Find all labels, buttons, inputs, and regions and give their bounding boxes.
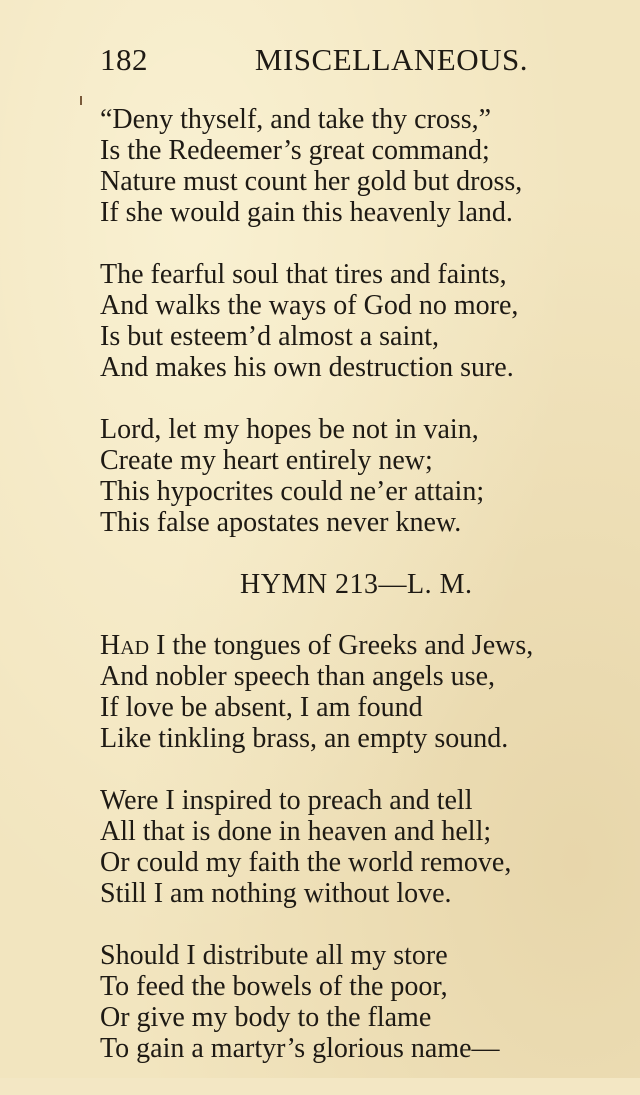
verse-line: Or give my body to the flame — [100, 1002, 432, 1033]
verse-line: And nobler speech than angels use, — [100, 661, 495, 692]
verse-line — [100, 630, 630, 661]
verse-line: Should I distribute all my store — [100, 940, 448, 971]
verse-line: Nature must count her gold but dross, — [100, 166, 523, 197]
hymn-title: HYMN 213—L. M. — [240, 569, 473, 600]
verse-line: Create my heart entirely new; — [100, 445, 433, 476]
verse-line: All that is done in heaven and hell; — [100, 816, 492, 847]
verse-line: To gain a martyr’s glorious name— — [100, 1033, 500, 1064]
verse-line: Lord, let my hopes be not in vain, — [100, 414, 479, 445]
first-line-rest: I the tongues of Greeks and Jews, — [149, 630, 534, 661]
initial-word: Had — [100, 630, 150, 661]
verse-line: Or could my faith the world remove, — [100, 847, 512, 878]
verse-line: “Deny thyself, and take thy cross,” — [100, 104, 492, 135]
verse-line: To feed the bowels of the poor, — [100, 971, 448, 1002]
verse-line: Is but esteem’d almost a saint, — [100, 321, 440, 352]
stanza — [100, 630, 630, 754]
ink-speck — [80, 96, 82, 105]
verse-line: And makes his own destruction sure. — [100, 352, 514, 383]
verse-line: Is the Redeemer’s great command; — [100, 135, 490, 166]
verse-line: Like tinkling brass, an empty sound. — [100, 723, 509, 754]
running-title: MISCELLANEOUS. — [254, 42, 528, 77]
verse-line: This false apostates never knew. — [100, 507, 462, 538]
verse-line: If love be absent, I am found — [100, 692, 423, 723]
verse-line: Were I inspired to preach and tell — [100, 785, 473, 816]
verse-line: If she would gain this heavenly land. — [100, 197, 513, 228]
page-header — [100, 42, 528, 78]
page-number: 182 — [100, 42, 148, 77]
verse-line: The fearful soul that tires and faints, — [100, 259, 507, 290]
stanza — [100, 785, 630, 909]
verse-line: Still I am nothing without love. — [100, 878, 452, 909]
stanza — [100, 940, 630, 1064]
verse-line: And walks the ways of God no more, — [100, 290, 519, 321]
stanza — [100, 104, 630, 228]
page-body — [100, 104, 630, 1095]
verse-line: This hypocrites could ne’er attain; — [100, 476, 485, 507]
stanza — [100, 414, 630, 538]
stanza — [100, 259, 630, 383]
